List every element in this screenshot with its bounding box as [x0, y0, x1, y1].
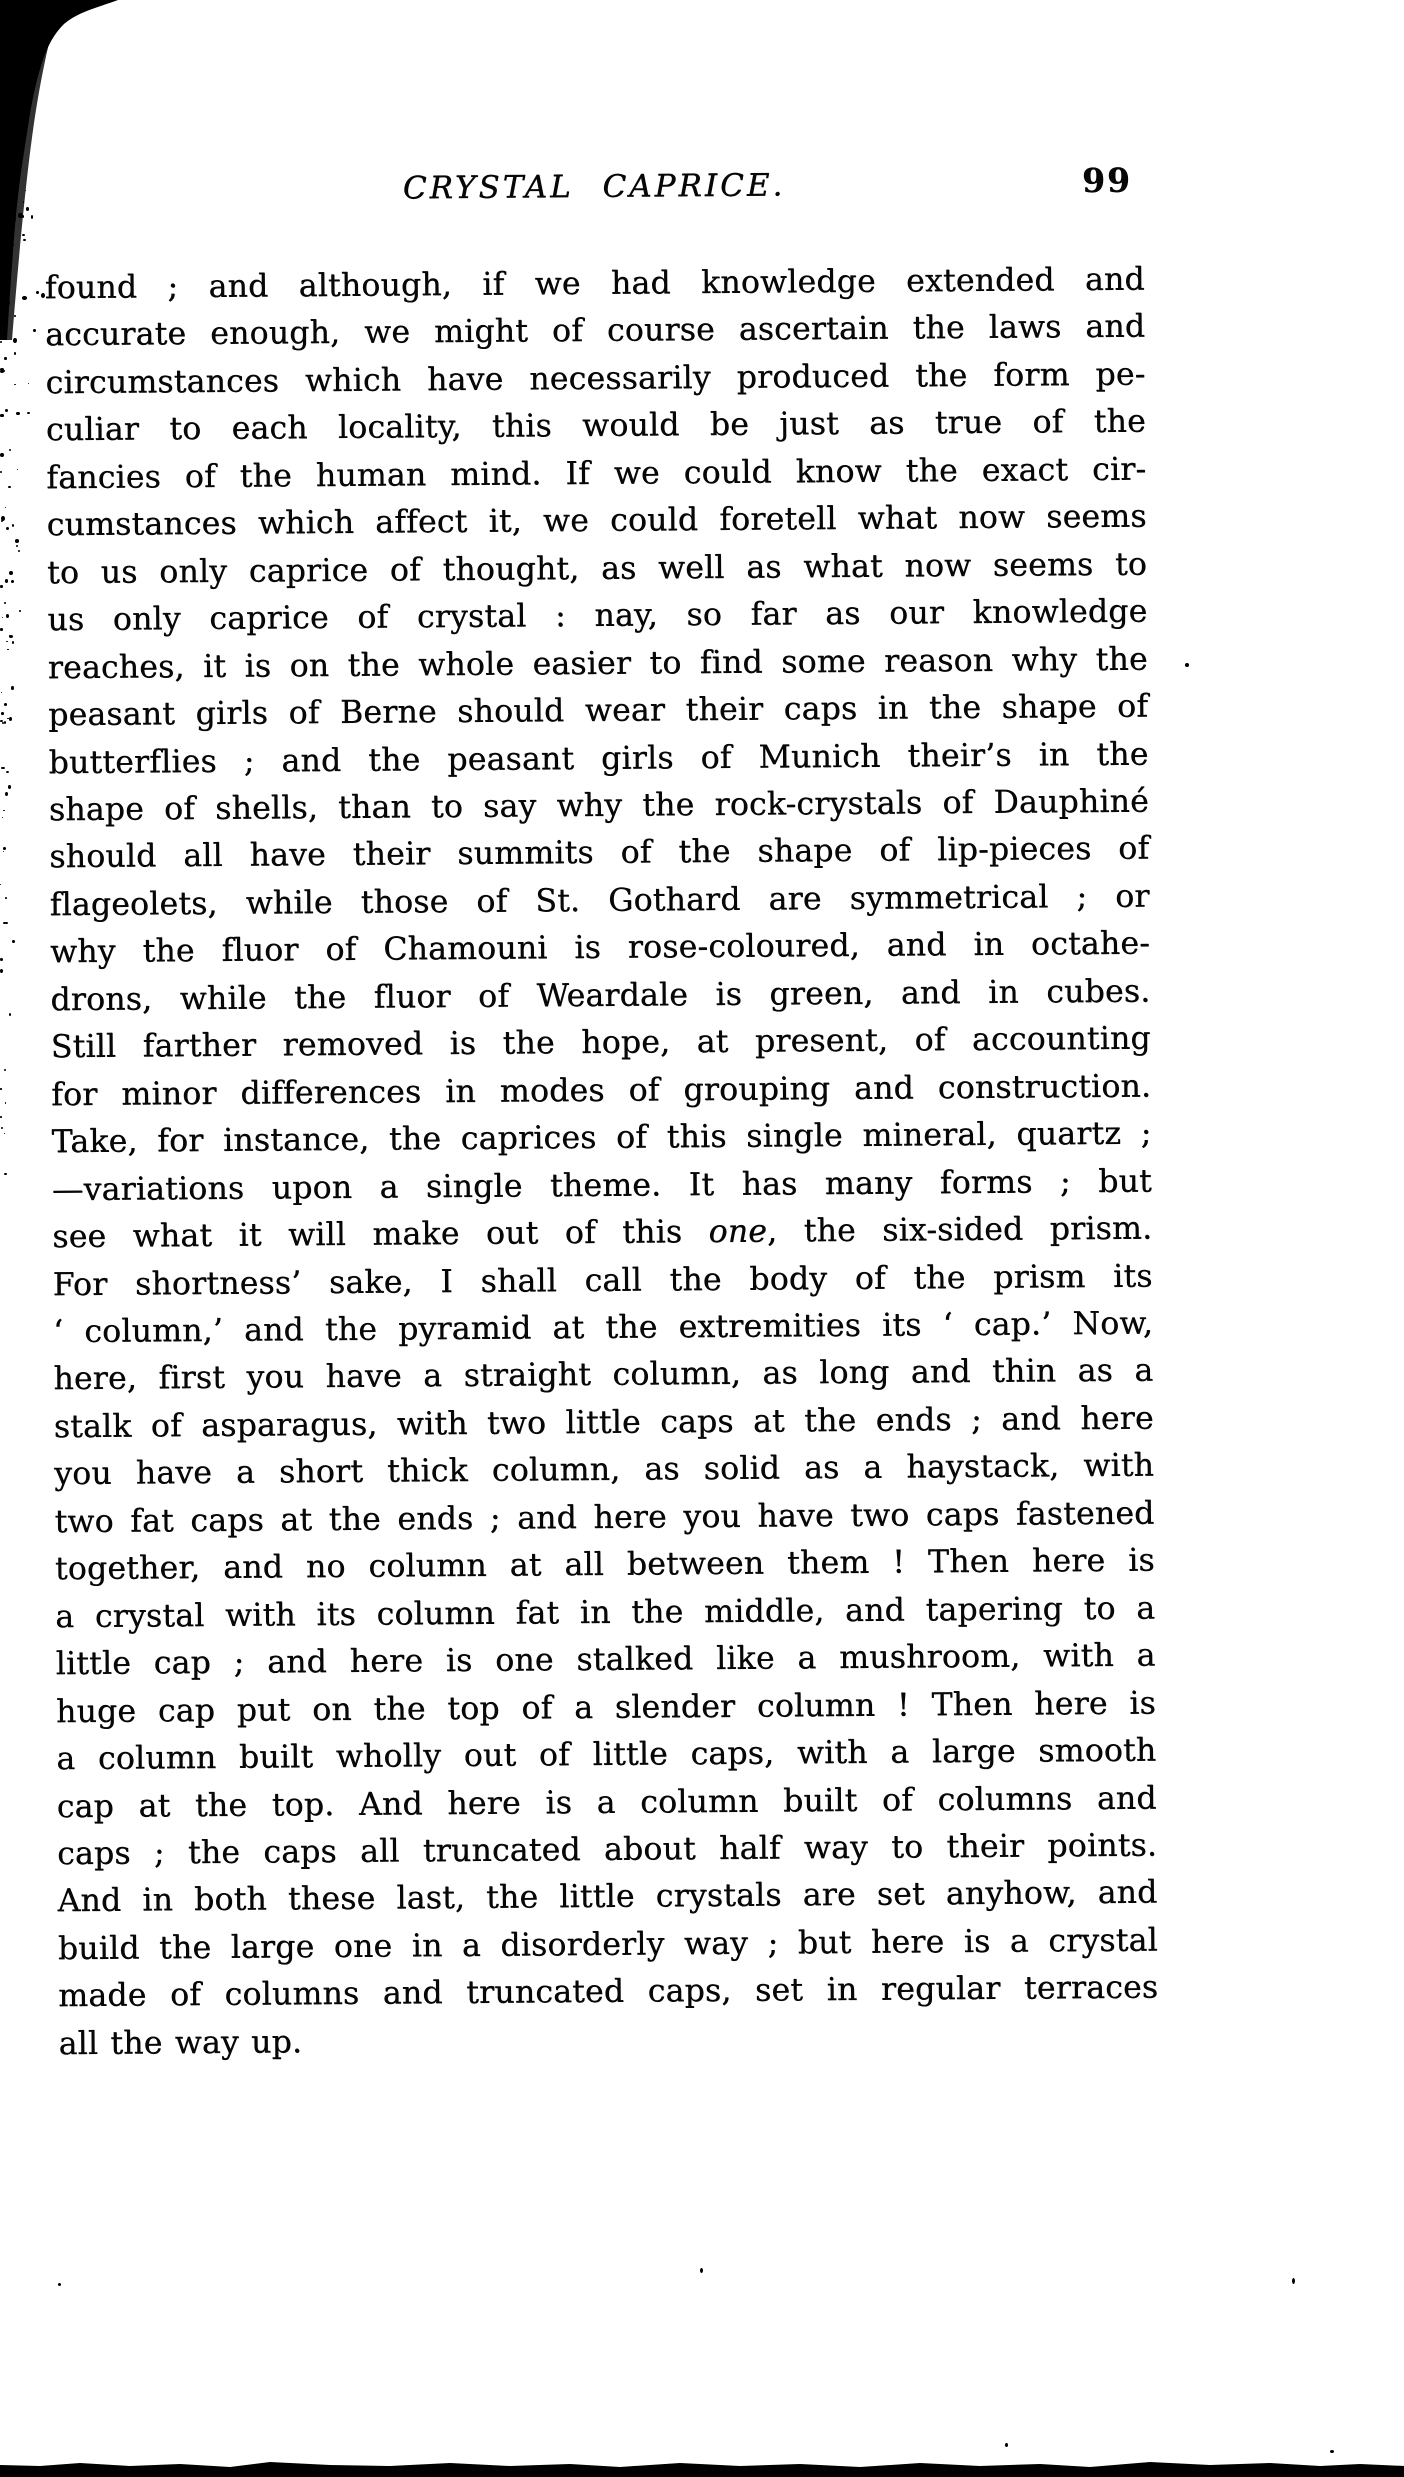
noise-dot [12, 641, 14, 643]
noise-dot [5, 300, 10, 306]
text-line: to us only caprice of thought, as well as what now seems to [46, 546, 1148, 591]
noise-dot [16, 412, 20, 416]
noise-dot [5, 22, 8, 25]
noise-dot [9, 571, 13, 575]
noise-dot [22, 215, 25, 218]
noise-dot [2, 817, 4, 819]
noise-dot [4, 1133, 5, 1134]
noise-dot [1, 228, 5, 231]
noise-dot [1, 313, 5, 316]
noise-dot [1, 150, 5, 155]
text-line: butterflies ; and the peasant girls of Munich their’s in the [48, 735, 1149, 781]
noise-dot [25, 190, 26, 191]
noise-dot [6, 240, 10, 244]
text-line: a crystal with its column fat in the middle, and tapering to a [55, 1590, 1156, 1635]
noise-dot [23, 201, 25, 203]
noise-dot [10, 164, 12, 165]
noise-dot [8, 194, 12, 200]
noise-dot [5, 409, 8, 412]
noise-dot [0, 628, 2, 631]
noise-dot [29, 84, 33, 88]
noise-dot [0, 958, 3, 961]
text-line: us only caprice of crystal : nay, so far as our knowledge [47, 593, 1148, 639]
noise-dot [28, 383, 29, 384]
text-line: little cap ; and here is one stalked like a mushroom, with a [55, 1637, 1156, 1683]
noise-dot [31, 215, 34, 219]
noise-dot [15, 539, 19, 543]
text-line: peasant girls of Berne should wear their caps in the shape of [48, 688, 1149, 734]
noise-dot [5, 507, 6, 508]
noise-dot [3, 177, 5, 178]
noise-dot [5, 98, 6, 99]
noise-dot [7, 649, 8, 651]
text-line: made of columns and truncated caps, set in regular terraces [58, 1969, 1159, 2015]
noise-dot [5, 792, 8, 796]
text-line: together, and no column at all between them ! Then here is [54, 1542, 1155, 1588]
noise-dot [6, 641, 8, 642]
noise-dot [14, 352, 17, 355]
text-block [45, 256, 1159, 2068]
noise-dot [17, 26, 19, 28]
text-line: you have a short thick column, as solid as a haystack, with [53, 1447, 1155, 1493]
noise-dot [0, 92, 3, 95]
noise-dot [27, 22, 29, 24]
noise-dot [14, 214, 16, 216]
noise-dot [8, 486, 11, 489]
noise-dot [0, 969, 3, 973]
noise-dot [3, 810, 5, 812]
text-line: —variations upon a single theme. It has many forms ; but [51, 1163, 1153, 1208]
noise-dot [12, 940, 15, 944]
noise-dot [7, 37, 9, 39]
text-line: ‘ column,’ and the pyramid at the extremities its ‘ cap.’ Now, [52, 1305, 1154, 1351]
noise-dot [9, 635, 13, 638]
noise-dot [3, 847, 6, 851]
noise-dot [1, 692, 2, 694]
noise-dot [6, 771, 9, 773]
noise-dot [3, 922, 6, 925]
text-line: found ; and although, if we had knowledge extended and [44, 261, 1145, 307]
noise-dot [0, 453, 4, 457]
noise-dot [27, 412, 30, 415]
scan-speck [41, 293, 45, 298]
noise-dot [15, 39, 16, 40]
text-line: circumstances which have necessarily produced the form pe- [45, 356, 1146, 402]
scan-speck [58, 2283, 61, 2286]
text-line: accurate enough, we might of course ascertain the laws and [45, 308, 1146, 354]
noise-dot [16, 545, 18, 548]
noise-dot [4, 85, 9, 88]
noise-dot [0, 471, 2, 474]
noise-dot [12, 132, 16, 135]
text-line: culiar to each locality, this would be just as true of the [45, 403, 1147, 449]
noise-dot [0, 1088, 2, 1089]
noise-dot [14, 315, 16, 317]
noise-dot [18, 550, 20, 552]
noise-dot [9, 155, 14, 162]
text-line: shape of shells, than to say why the rock-crystals of Dauphiné [48, 783, 1150, 829]
noise-dot [1, 767, 5, 770]
noise-dot [0, 341, 2, 343]
page-title: CRYSTAL CAPRICE. [402, 167, 786, 207]
page-number: 99 [1081, 160, 1133, 200]
noise-dot [19, 610, 21, 613]
noise-dot [33, 329, 36, 332]
text-line: fancies of the human mind. If we could know the exact cir- [46, 451, 1147, 496]
noise-dot [3, 851, 4, 852]
noise-dot [11, 26, 13, 28]
noise-dot [6, 190, 9, 192]
noise-dot [17, 469, 18, 470]
noise-dot [5, 1102, 6, 1104]
noise-dot [8, 102, 10, 104]
noise-dot [4, 248, 6, 250]
text-line: cap at the top. And here is a column built of columns and [56, 1779, 1157, 1825]
text-line: see what it will make out of this one, the six-sided prism. [52, 1210, 1153, 1256]
noise-dot [3, 257, 5, 259]
noise-dot [5, 897, 7, 899]
text-line: flageolets, while those of St. Gothard are symmetrical ; or [49, 878, 1150, 923]
noise-dot [3, 133, 5, 135]
noise-dot [20, 28, 25, 34]
noise-dot [4, 721, 6, 724]
noise-dot [9, 449, 11, 451]
noise-dot [3, 103, 6, 106]
scan-noise-left-edge [0, 0, 70, 1250]
noise-dot [6, 614, 9, 618]
text-line: here, first you have a straight column, as long and thin as a [53, 1352, 1154, 1398]
noise-dot [13, 199, 17, 203]
text-line: stalk of asparagus, with two little caps at the ends ; and here [53, 1400, 1154, 1445]
noise-dot [26, 207, 30, 211]
noise-dot [2, 617, 3, 618]
text-line: For shortness’ sake, I shall call the body of the prism its [52, 1257, 1153, 1303]
text-line: for minor differences in modes of grouping and construction. [51, 1068, 1152, 1113]
noise-dot [1, 712, 4, 715]
noise-dot [0, 370, 4, 373]
text-line: why the fluor of Chamouni is rose-coloured, and in octahe- [49, 925, 1151, 971]
text-line: build the large one in a disorderly way ; but here is a crystal [57, 1922, 1158, 1967]
text-line: cumstances which affect it, we could foretell what now seems [46, 498, 1147, 544]
noise-dot [11, 686, 14, 689]
text-line: caps ; the caps all truncated about half way to their points. [56, 1827, 1158, 1873]
running-head [44, 160, 1144, 223]
noise-dot [5, 263, 9, 268]
noise-dot [22, 234, 25, 237]
noise-dot [23, 77, 26, 80]
text-line: drons, while the fluor of Weardale is green, and in cubes. [50, 973, 1151, 1018]
noise-dot [9, 1013, 12, 1016]
noise-dot [0, 585, 3, 588]
text-line: two fat caps at the ends ; and here you have two caps fastened [54, 1495, 1155, 1540]
scan-speck [1185, 663, 1189, 667]
noise-dot [13, 338, 17, 343]
text-line: should all have their summits of the shape of lip-pieces of [49, 830, 1150, 876]
text-line: And in both these last, the little crystals are set anyhow, and [57, 1874, 1158, 1920]
noise-dot [8, 78, 9, 79]
text-line: reaches, it is on the whole easier to find some reason why the [47, 641, 1148, 686]
noise-dot [8, 785, 11, 789]
noise-dot [11, 580, 14, 583]
noise-dot [5, 579, 8, 583]
text-line: Still farther removed is the hope, at present, of accounting [50, 1020, 1151, 1066]
noise-dot [1, 1127, 3, 1129]
noise-dot [11, 244, 14, 246]
noise-dot [36, 291, 39, 294]
text-line: huge cap put on the top of a slender column ! Then here is [55, 1685, 1157, 1730]
noise-dot [0, 1116, 2, 1118]
noise-dot [4, 357, 6, 360]
scan-speck [1292, 2278, 1295, 2284]
noise-dot [4, 114, 5, 115]
noise-dot [1, 516, 5, 522]
noise-dot [4, 602, 6, 604]
scan-bottom-band [0, 2455, 1404, 2477]
text-line: all the way up. [58, 2023, 303, 2062]
noise-dot [11, 217, 16, 222]
scan-speck [1005, 2443, 1008, 2447]
noise-dot [22, 296, 27, 300]
text-line: Take, for instance, the caprices of this single mineral, quartz ; [51, 1115, 1152, 1161]
noise-dot [23, 239, 26, 241]
noise-dot [0, 414, 3, 416]
noise-dot [8, 93, 12, 97]
noise-dot [14, 384, 16, 385]
noise-dot [12, 524, 15, 527]
noise-dot [2, 145, 5, 148]
noise-dot [9, 717, 12, 721]
text-line: a column built wholly out of little caps, with a large smooth [56, 1732, 1157, 1778]
noise-dot [4, 1069, 6, 1071]
noise-dot [0, 884, 1, 886]
scan-speck [700, 2268, 703, 2273]
noise-dot [2, 722, 4, 724]
noise-dot [4, 703, 8, 706]
noise-dot [0, 200, 2, 201]
noise-dot [6, 527, 9, 530]
noise-dot [4, 1173, 6, 1176]
scan-speck [1330, 2450, 1334, 2453]
